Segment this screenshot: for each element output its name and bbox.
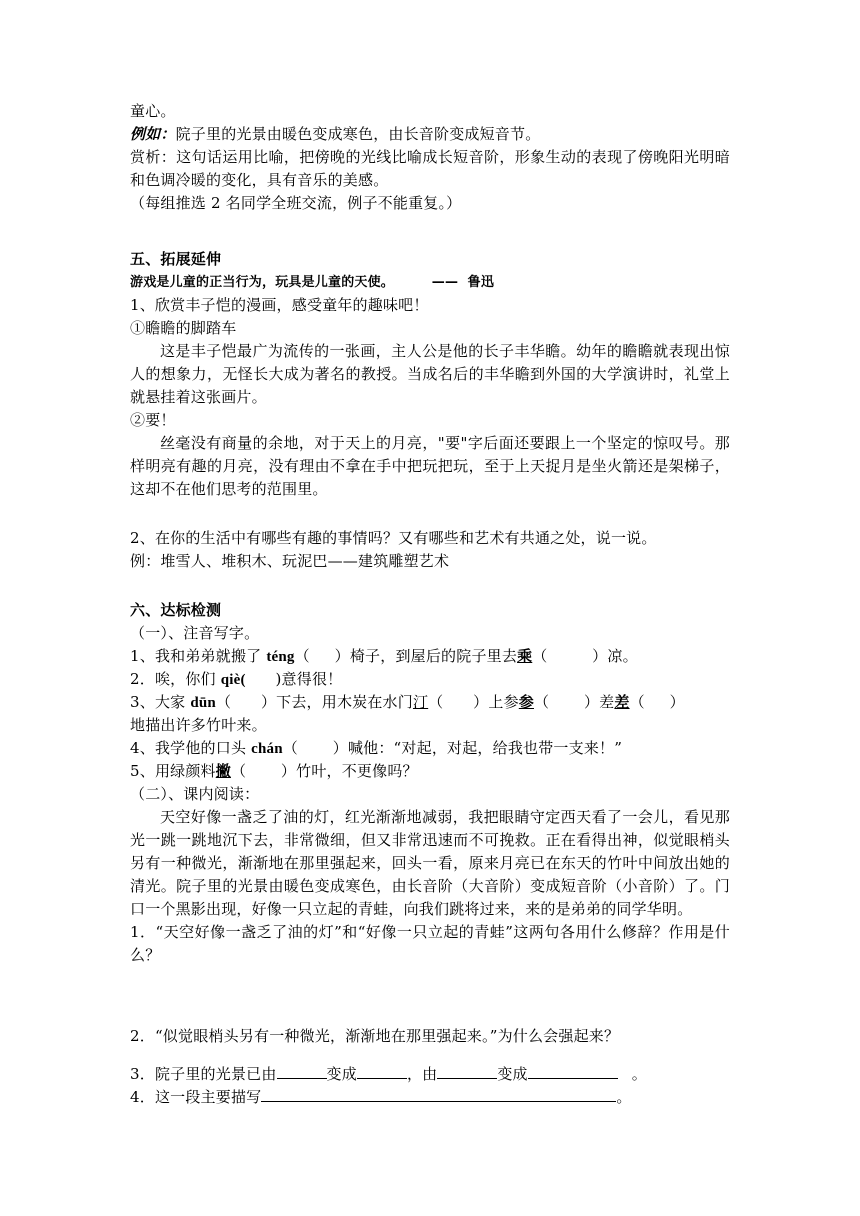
reading-passage: 天空好像一盏乏了油的灯，红光渐渐地减弱，我把眼睛守定西天看了一会儿，看见那光一跳一跳地沉下去，非常微细，但又非常迅速而不可挽救。正在看得出神，似觉眼梢头另有一种微光，渐渐地在那里强起来，回头一看，原来月亮已在东天的竹叶中间放出她的清光。院子里的光景由暖色变成寒色，由长音阶（大音阶）变成短音阶（小音阶）了。门口一个黑影出现，好像一只立起的青蛙，向我们跳将过来，来的是弟弟的同学华明。 xyxy=(130,808,730,918)
section-5-quote: 游戏是儿童的正当行为，玩具是儿童的天使。 —— 鲁迅 xyxy=(130,275,495,290)
char-shen: 参 xyxy=(518,693,534,711)
part-1-title: （一）、注音写字。 xyxy=(130,624,260,642)
char-ci: 差 xyxy=(614,693,630,711)
char-cheng: 乘 xyxy=(517,647,533,665)
section-5-title: 五、拓展延伸 xyxy=(130,250,222,268)
reading-question-4: 4．这一段主要描写 。 xyxy=(130,1085,730,1108)
reading-question-2: 2．“似觉眼梢头另有一种微光，渐渐地在那里强起来。”为什么会强起来？ xyxy=(130,1027,620,1045)
char-ting: 汀 xyxy=(412,693,429,711)
pinyin-qie: qiè( xyxy=(220,672,246,688)
question-3: 3、大家 dūn（ ）下去，用木炭在水门汀（ ）上参参（ ）差差（ ） xyxy=(130,693,685,711)
question-3-cont: 地描出许多竹叶来。 xyxy=(130,716,267,734)
analysis-paragraph: 赏析：这句话运用比喻，把傍晚的光线比喻成长短音阶，形象生动的表现了傍晚阳光明暗和色调冷暖的变化，具有音乐的美感。 xyxy=(130,148,730,189)
note-line: （每组推选 2 名同学全班交流，例子不能重复。） xyxy=(130,194,462,212)
example-text: 院子里的光景由暖色变成寒色，由长音阶变成短音节。 xyxy=(175,125,541,143)
answer-blank[interactable] xyxy=(277,1062,327,1079)
reading-question-3: 3．院子里的光景已由 变成 ，由 变成 。 xyxy=(130,1062,730,1085)
subsection-1-paragraph: 这是丰子恺最广为流传的一张画，主人公是他的长子丰华瞻。幼年的瞻瞻就表现出惊人的想象力，无怪长大成为著名的教授。当成名后的丰华瞻到外国的大学演讲时，礼堂上就悬挂着这张画片。 xyxy=(130,342,730,406)
pinyin-dun: dūn xyxy=(190,695,216,711)
section-5-item-1: 1、欣赏丰子恺的漫画，感受童年的趣味吧！ xyxy=(130,296,429,314)
answer-blank[interactable] xyxy=(528,1062,618,1079)
subsection-2-paragraph: 丝毫没有商量的余地，对于天上的月亮，"要"字后面还要跟上一个坚定的惊叹号。那样明亮有趣的月亮，没有理由不拿在手中把玩把玩，至于上天捉月是坐火箭还是架梯子，这却不在他们思考的范围里。 xyxy=(130,434,730,498)
section-5-item-2: 2、在你的生活中有哪些有趣的事情吗？又有哪些和艺术有共通之处，说一说。 xyxy=(130,529,657,547)
subsection-1-title: ①瞻瞻的脚踏车 xyxy=(130,319,237,337)
document-page xyxy=(130,100,730,1108)
reading-question-1: 1．“天空好像一盏乏了油的灯”和“好像一只立起的青蛙”这两句各用什么修辞？作用是什么？ xyxy=(130,923,730,964)
question-2: 2．唉，你们 qiè( )意得很！ xyxy=(130,670,343,688)
question-1: 1、我和弟弟就搬了 téng（ ）椅子，到屋后的院子里去乘（ ）凉。 xyxy=(130,647,638,665)
question-5: 5、用绿颜料撇（ ）竹叶，不更像吗？ xyxy=(130,762,418,780)
answer-blank[interactable] xyxy=(261,1085,616,1102)
pinyin-teng: téng xyxy=(266,649,295,665)
section-6-title: 六、达标检测 xyxy=(130,601,222,619)
question-4: 4、我学他的口头 chán（ ）喊他：“对起，对起，给我也带一支来！” xyxy=(130,739,623,757)
char-pie: 撇 xyxy=(215,762,231,780)
section-5-item-2-example: 例：堆雪人、堆积木、玩泥巴——建筑雕塑艺术 xyxy=(130,552,450,570)
example-label: 例如： xyxy=(130,125,176,143)
answer-blank[interactable] xyxy=(357,1062,407,1079)
pinyin-chan: chán xyxy=(251,741,283,757)
subsection-2-title: ②要！ xyxy=(130,411,176,429)
intro-line: 童心。 xyxy=(130,102,176,120)
example-line xyxy=(130,123,730,146)
answer-blank[interactable] xyxy=(437,1062,497,1079)
part-2-title: （二）、课内阅读： xyxy=(130,785,260,803)
